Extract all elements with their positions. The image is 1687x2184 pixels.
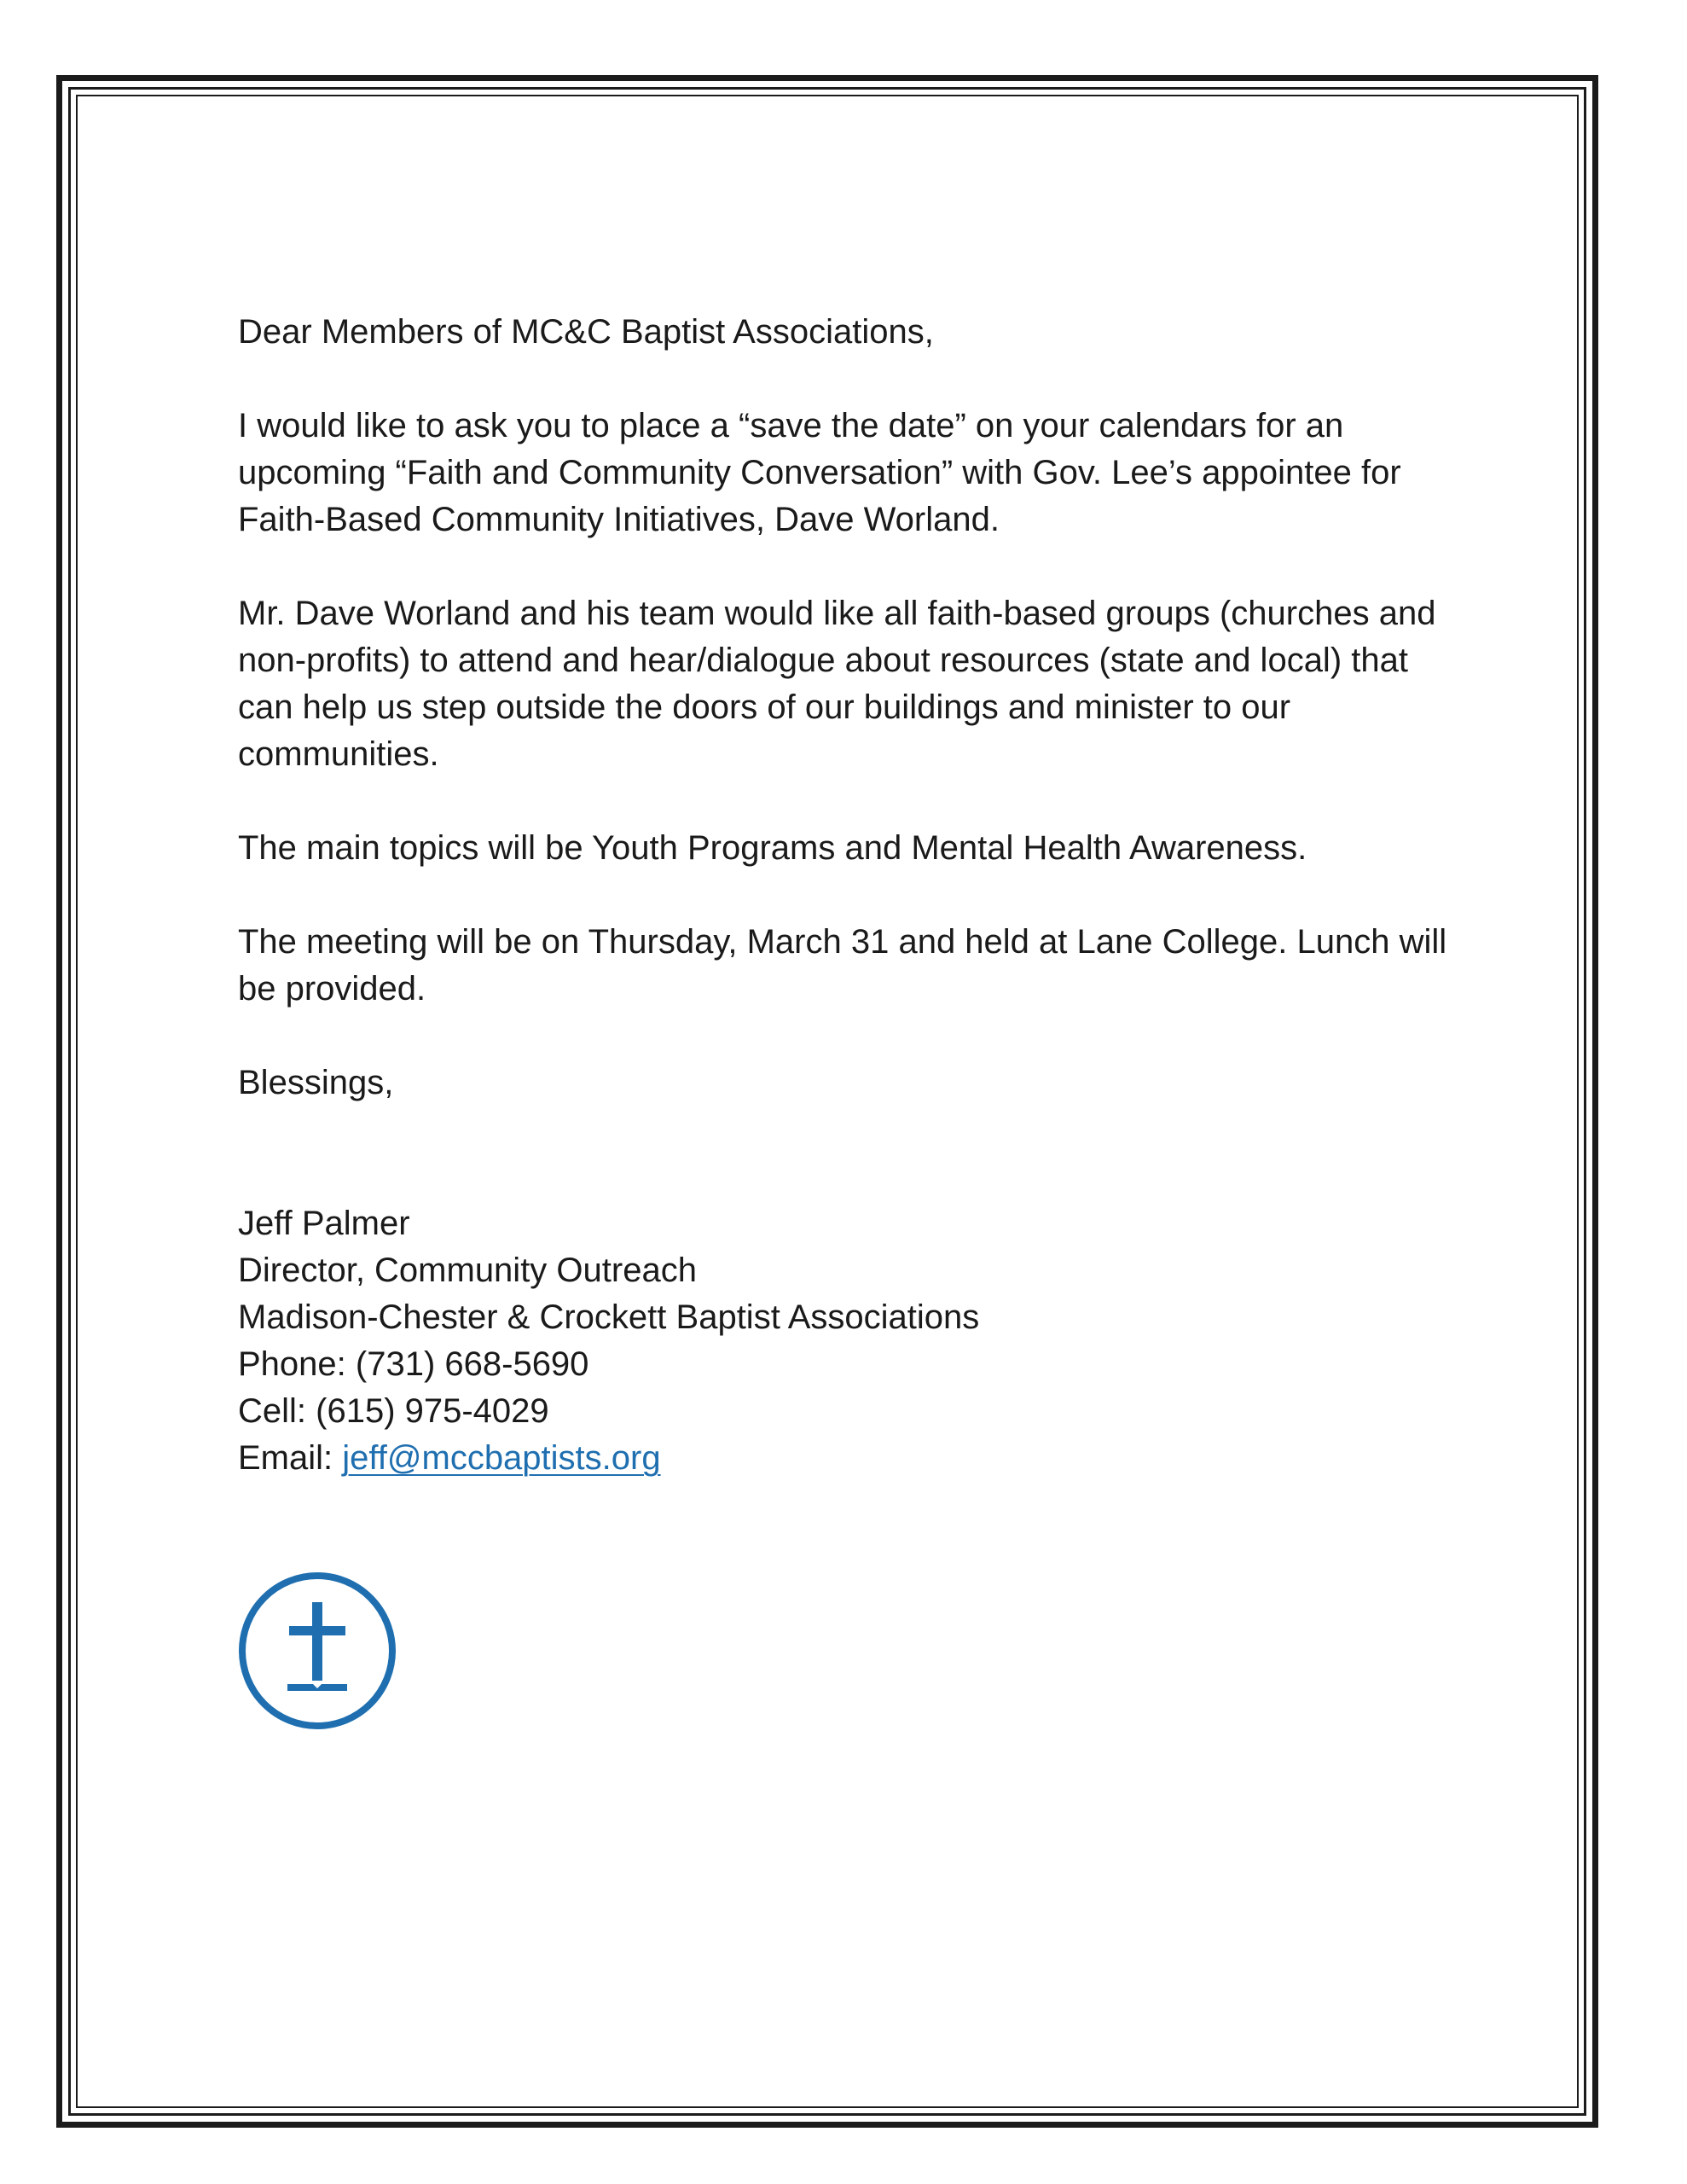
signature-name: Jeff Palmer: [238, 1205, 410, 1242]
signature-phone: Phone: (731) 668-5690: [238, 1345, 589, 1383]
email-link[interactable]: jeff@mccbaptists.org: [342, 1439, 661, 1477]
paragraph-topics: The main topics will be Youth Programs and Mental Health Awareness.: [238, 829, 1307, 867]
letter-body: [238, 309, 1449, 1482]
signature-title: Director, Community Outreach: [238, 1252, 697, 1289]
cross-bible-circle-icon: [236, 1570, 398, 1732]
paragraph-attendance: Mr. Dave Worland and his team would like all faith-based groups (churches and non-profits) to attend and hear/dialogue about resources (state and local) that can help us step outside the doors of our buildings and minister to our communities.: [238, 595, 1436, 773]
closing: Blessings,: [238, 1064, 394, 1101]
signature-email-line: [238, 1435, 1449, 1482]
salutation: Dear Members of MC&C Baptist Associations,: [238, 313, 934, 351]
signature-block: [238, 1200, 1449, 1482]
paragraph-save-the-date: I would like to ask you to place a “save the date” on your calendars for an upcoming “Faith and Community Conversation” with Gov. Lee’s appointee for Faith-Based Community Initiatives, Dave Worland.: [238, 407, 1401, 538]
signature-organization: Madison-Chester & Crockett Baptist Associations: [238, 1298, 980, 1336]
signature-cell: Cell: (615) 975-4029: [238, 1392, 549, 1430]
email-label: Email:: [238, 1439, 343, 1477]
paragraph-meeting-details: The meeting will be on Thursday, March 31 and held at Lane College. Lunch will be provided.: [238, 923, 1447, 1008]
